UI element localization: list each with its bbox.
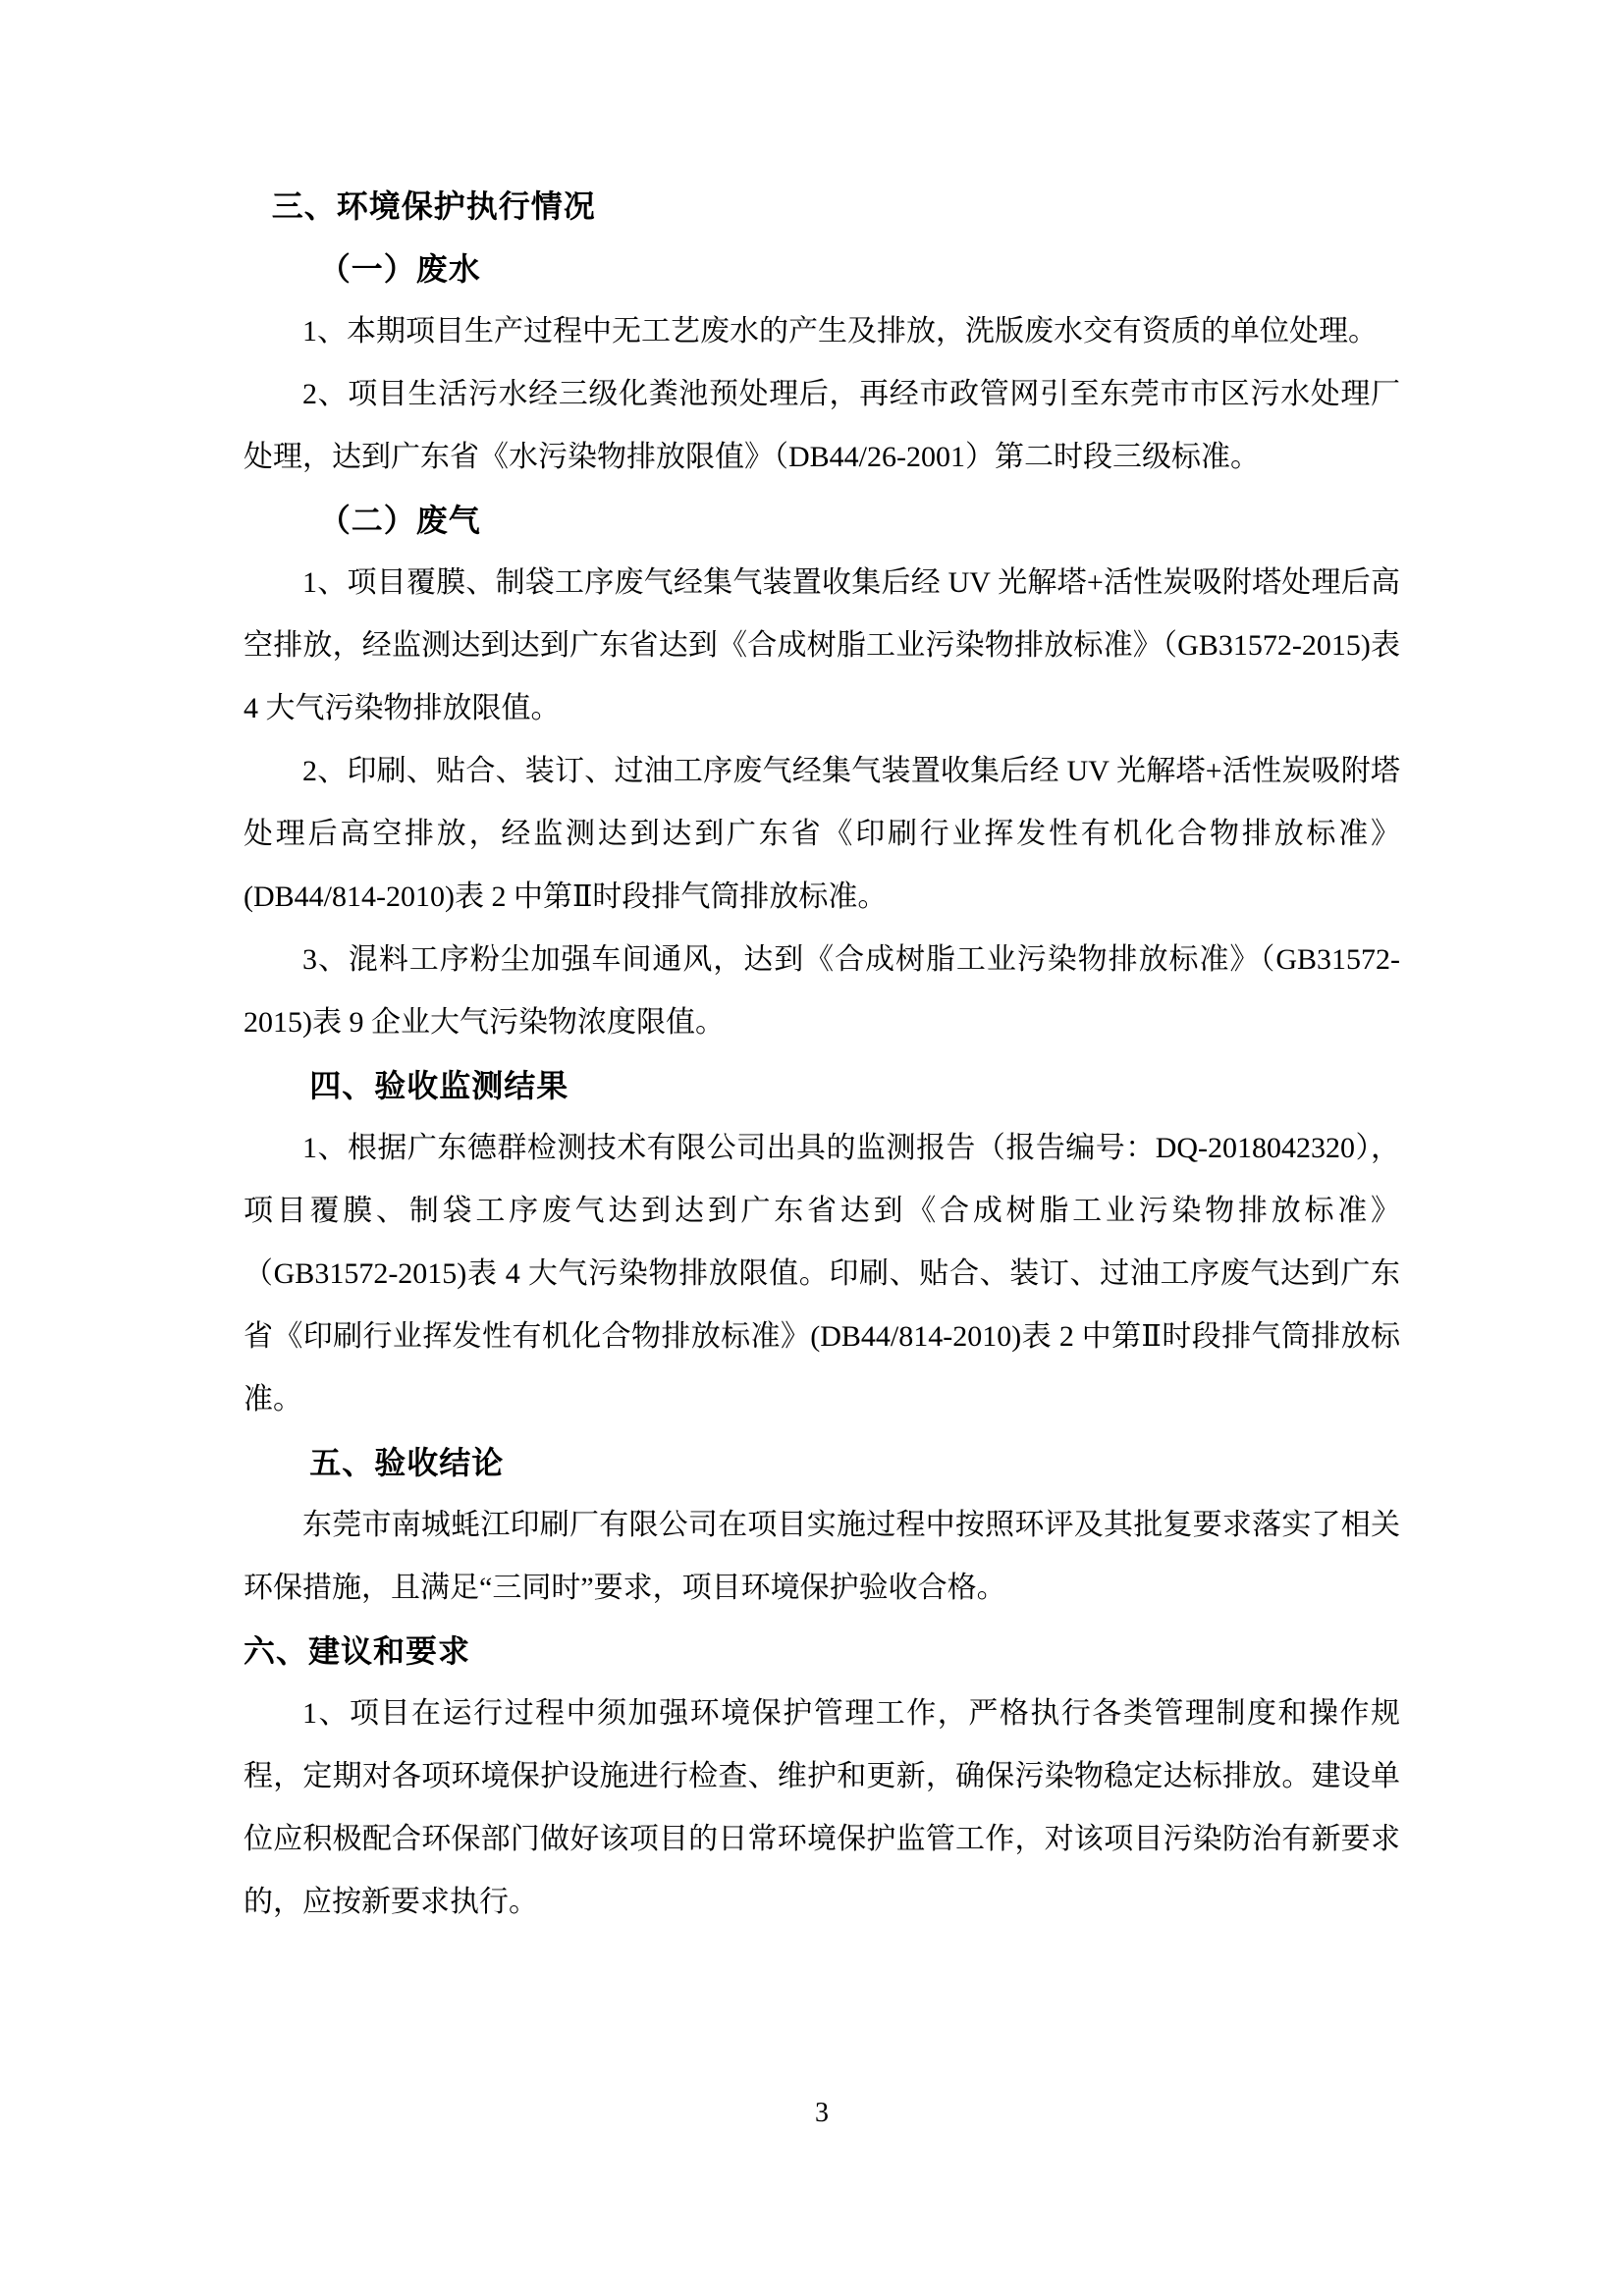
paragraph-monitoring-result: 1、根据广东德群检测技术有限公司出具的监测报告（报告编号：DQ-2018042320），项目覆膜、制袋工序废气达到达到广东省达到《合成树脂工业污染物排放标准》（GB31572-2015)表 4 大气污染物排放限值。印刷、贴合、装订、过油工序废气达到广东省《印刷行业挥发性有机化合物排放标准》(DB44/814-2010)表 2 中第Ⅱ时段排气筒排放标准。 — [244, 1132, 1400, 1415]
section-3-1-heading: （一）废水 — [318, 251, 481, 287]
section-5-heading: 五、验收结论 — [309, 1445, 505, 1480]
section-4-heading: 四、验收监测结果 — [309, 1068, 569, 1103]
paragraph-exhaust-2: 2、印刷、贴合、装订、过油工序废气经集气装置收集后经 UV 光解塔+活性炭吸附塔处理后高空排放，经监测达到达到广东省《印刷行业挥发性有机化合物排放标准》(DB44/814-2010)表 2 中第Ⅱ时段排气筒排放标准。 — [244, 755, 1400, 913]
paragraph-exhaust-1: 1、项目覆膜、制袋工序废气经集气装置收集后经 UV 光解塔+活性炭吸附塔处理后高空排放，经监测达到达到广东省达到《合成树脂工业污染物排放标准》（GB31572-2015)表 4 大气污染物排放限值。 — [244, 566, 1400, 724]
page-number: 3 — [815, 2098, 829, 2128]
section-3-2-heading: （二）废气 — [318, 503, 481, 538]
section-6-heading: 六、建议和要求 — [244, 1633, 471, 1669]
paragraph-acceptance-conclusion: 东莞市南城蚝江印刷厂有限公司在项目实施过程中按照环评及其批复要求落实了相关环保措施，且满足“三同时”要求，项目环境保护验收合格。 — [244, 1509, 1400, 1604]
paragraph-wastewater-1: 1、本期项目生产过程中无工艺废水的产生及排放，洗版废水交有资质的单位处理。 — [302, 315, 1378, 347]
paragraph-suggestions: 1、项目在运行过程中须加强环境保护管理工作，严格执行各类管理制度和操作规程，定期对各项环境保护设施进行检查、维护和更新，确保污染物稳定达标排放。建设单位应积极配合环保部门做好该项目的日常环境保护监管工作，对该项目污染防治有新要求的，应按新要求执行。 — [244, 1697, 1400, 1918]
paragraph-exhaust-3: 3、混料工序粉尘加强车间通风，达到《合成树脂工业污染物排放标准》（GB31572-2015)表 9 企业大气污染物浓度限值。 — [244, 943, 1400, 1039]
page-content — [244, 175, 1400, 1934]
paragraph-wastewater-2: 2、项目生活污水经三级化粪池预处理后，再经市政管网引至东莞市市区污水处理厂处理，达到广东省《水污染物排放限值》（DB44/26-2001）第二时段三级标准。 — [244, 378, 1400, 473]
section-3-heading: 三、环境保护执行情况 — [271, 188, 596, 224]
